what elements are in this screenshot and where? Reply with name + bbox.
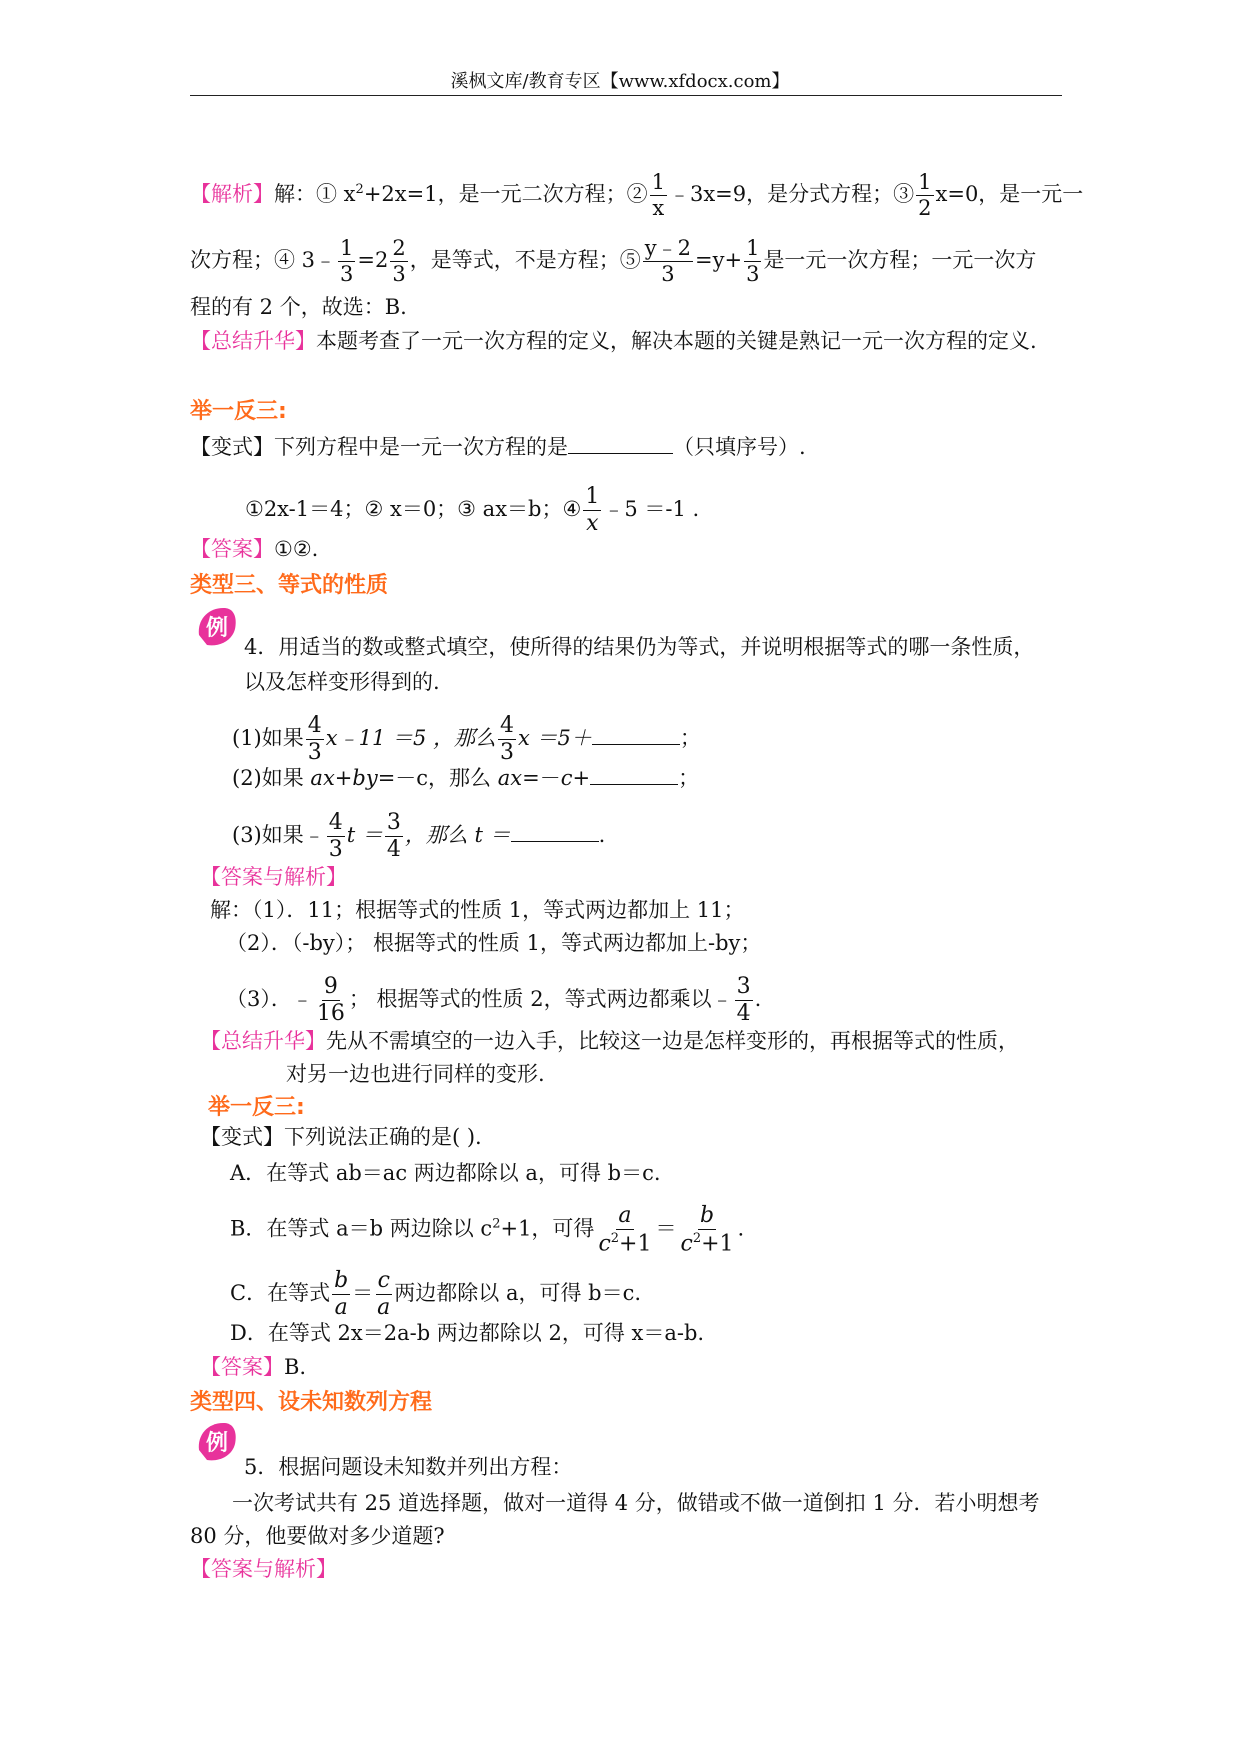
fraction: $\frac{4}{3}$ xyxy=(307,713,322,765)
svg-text:例: 例 xyxy=(205,616,229,641)
example4-sub-1: (1)如果 $\frac{4}{3}$ x﹣11 ＝5 ，那么 $\frac{4}{3}$ x ＝5＋ ； xyxy=(232,713,701,765)
variant-options-1: ①2x-1＝4；② x＝0；③ ax＝b；④ $\frac{1}{x}$ ﹣5 ＝-1 . xyxy=(245,484,700,536)
example-badge-icon xyxy=(195,605,239,649)
example4-question-line-2: 以及怎样变形得到的. xyxy=(244,670,440,694)
section-heading-type4: 类型四、设未知数列方程 xyxy=(190,1390,433,1415)
fraction: $\frac{3}{4}$ xyxy=(736,974,751,1026)
example4-summary-2: 对另一边也进行同样的变形. xyxy=(286,1062,545,1086)
example5-question-2: 一次考试共有 25 道选择题，做对一道得 4 分，做错或不做一道倒扣 1 分．若小明想考 xyxy=(232,1491,1040,1515)
answer-label: 【答案】 xyxy=(190,537,274,561)
answer-1: 【答案】①②. xyxy=(190,537,319,561)
fraction: $\frac{4}{3}$ xyxy=(328,810,343,862)
answer-blank xyxy=(568,435,673,454)
option-d: D．在等式 2x＝2a-b 两边都除以 2，可得 x＝a-b. xyxy=(230,1321,705,1345)
example4-solution-3: （3）．﹣ $\frac{9}{16}$ ； 根据等式的性质 2，等式两边都乘以﹣ $\frac{3}{4}$ . xyxy=(226,974,762,1026)
fraction: $\frac{1}{x}$ xyxy=(651,170,665,220)
page-header: 溪枫文库/教育专区【www.xfdocx.com】 xyxy=(450,71,790,92)
example4-sub-2: (2)如果 ax+by=－c，那么 ax=－c+ ； xyxy=(232,766,700,790)
svg-text:例: 例 xyxy=(205,1431,229,1456)
variant-question-2: 【变式】下列说法正确的是( ). xyxy=(200,1125,482,1149)
example-badge-icon xyxy=(195,1420,239,1464)
example4-answer-label: 【答案与解析】 xyxy=(200,865,347,889)
example4-summary-1: 【总结升华】先从不需填空的一边入手，比较这一边是怎样变形的，再根据等式的性质， xyxy=(200,1029,1019,1053)
analysis-line-2: 次方程；④ 3﹣ $\frac{1}{3}$ =2 $\frac{2}{3}$ ，是等式，不是方程；⑤ $\frac{y﹣2}{3}$ =y+ $\frac{1}{3}$ 是一元一次方程；一元一次方 xyxy=(190,236,1037,286)
practice-heading-2: 举一反三: xyxy=(208,1095,305,1120)
example4-sub-3: (3)如果﹣ $\frac{4}{3}$ t ＝ $\frac{3}{4}$ ，那么 t ＝ . xyxy=(232,810,606,862)
example5-question-1: 5．根据问题设未知数并列出方程： xyxy=(244,1455,573,1479)
summary-label: 【总结升华】 xyxy=(200,1029,326,1053)
header-rule xyxy=(190,95,1062,96)
answer-label: 【答案】 xyxy=(200,1355,284,1379)
answer-blank xyxy=(592,726,680,745)
summary-1: 【总结升华】本题考查了一元一次方程的定义，解决本题的关键是熟记一元一次方程的定义. xyxy=(190,329,1037,353)
analysis-line-3: 程的有 2 个，故选：B. xyxy=(190,295,407,319)
option-c: C．在等式 $\frac{b}{a}$ ＝ $\frac{c}{a}$ 两边都除以 a，可得 b＝c. xyxy=(230,1268,642,1320)
example4-solution-1: 解：（1）．11；根据等式的性质 1，等式两边都加上 11； xyxy=(210,898,745,922)
fraction: $\frac{1}{x}$ xyxy=(585,484,600,536)
example5-answer-label: 【答案与解析】 xyxy=(190,1557,337,1581)
example5-question-3: 80 分，他要做对多少道题? xyxy=(190,1524,445,1548)
practice-heading-1: 举一反三: xyxy=(190,399,287,424)
answer-blank xyxy=(590,766,678,785)
fraction: $\frac{1}{2}$ xyxy=(918,170,932,220)
fraction: $\frac{3}{4}$ xyxy=(386,810,401,862)
section-heading-type3: 类型三、等式的性质 xyxy=(190,573,389,598)
fraction: $\frac{2}{3}$ xyxy=(392,236,406,286)
fraction: $\frac{y﹣2}{3}$ xyxy=(644,236,691,286)
option-a: A．在等式 ab＝ac 两边都除以 a，可得 b＝c. xyxy=(230,1161,661,1185)
example4-question-line-1: 4．用适当的数或整式填空，使所得的结果仍为等式，并说明根据等式的哪一条性质， xyxy=(244,635,1035,659)
example4-solution-2: （2）．（-by）； 根据等式的性质 1，等式两边都加上-by； xyxy=(226,931,762,955)
answer-blank xyxy=(511,823,599,842)
option-b: B．在等式 a＝b 两边除以 $c^2+1$，可得 $\frac{a}{c^2+1}$ ＝ $\frac{b}{c^2+1}$ . xyxy=(230,1203,745,1257)
fraction: $\frac{4}{3}$ xyxy=(500,713,515,765)
fraction: $\frac{b}{c^2+1}$ xyxy=(680,1203,734,1257)
fraction: $\frac{1}{3}$ xyxy=(746,236,760,286)
answer-2: 【答案】B. xyxy=(200,1355,307,1379)
summary-label: 【总结升华】 xyxy=(190,329,316,353)
analysis-line-1: 【解析】解：① $x^2+2x=1$，是一元二次方程；② $\frac{1}{x}$ ﹣3x=9，是分式方程；③ $\frac{1}{2}$ x=0，是一元一 xyxy=(190,170,1084,220)
analysis-label: 【解析】 xyxy=(190,182,274,206)
fraction: $\frac{a}{c^2+1}$ xyxy=(598,1203,652,1257)
fraction: $\frac{1}{3}$ xyxy=(340,236,354,286)
fraction: $\frac{b}{a}$ xyxy=(334,1268,349,1320)
fraction: $\frac{c}{a}$ xyxy=(377,1268,391,1320)
fraction: $\frac{9}{16}$ xyxy=(316,974,345,1026)
variant-question-1: 【变式】下列方程中是一元一次方程的是 （只填序号）. xyxy=(190,435,806,459)
